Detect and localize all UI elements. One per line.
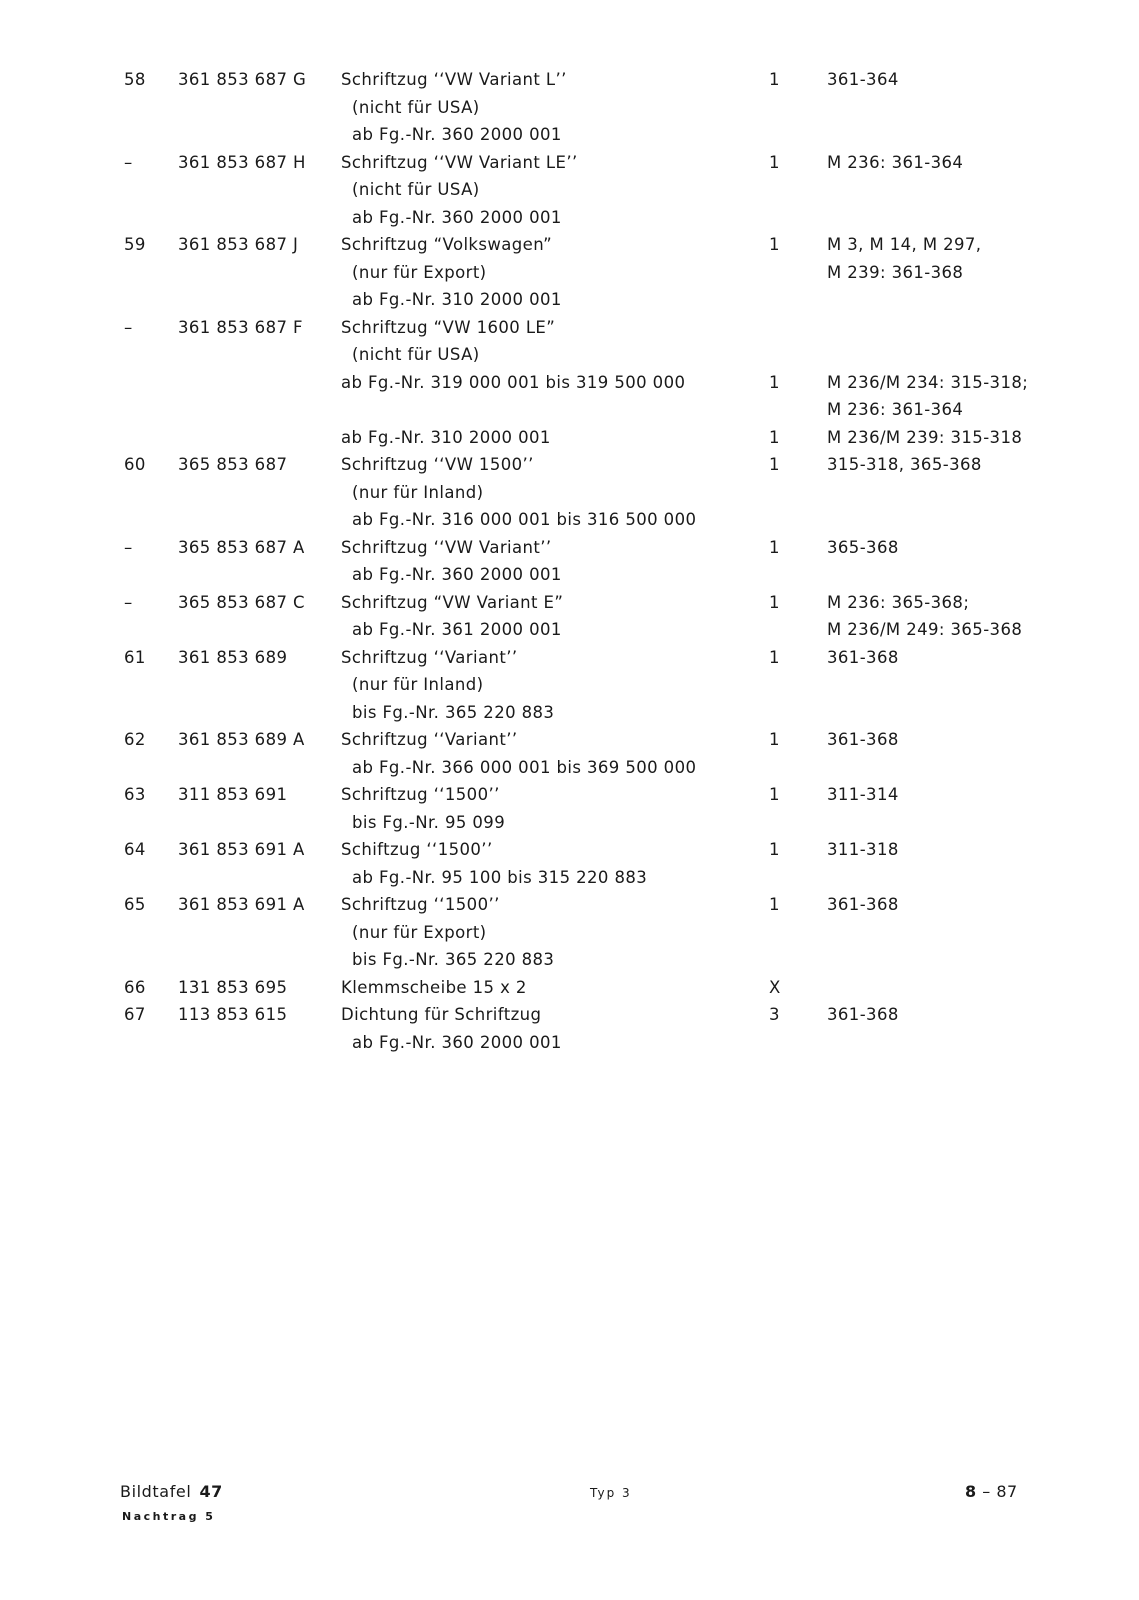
parts-row [0,974,1139,1002]
description: Schriftzug “VW 1600 LE” [341,317,556,337]
row-line [0,946,1139,974]
quantity: 1 [769,70,780,89]
row-line [0,864,1139,892]
description: Klemmscheibe 15 x 2 [341,977,527,997]
row-line [0,589,1139,617]
row-line [0,1001,1139,1029]
description-detail: ab Fg.-Nr. 360 2000 001 [352,207,562,227]
quantity: 1 [769,235,780,254]
part-number: 361 853 691 A [178,895,305,914]
part-number: 361 853 687 F [178,317,303,337]
description-detail: (nur für Export) [352,922,487,942]
part-number: 365 853 687 C [178,592,305,612]
description: Schriftzug ‘‘1500’’ [341,785,500,804]
description: ab Fg.-Nr. 319 000 001 bis 319 500 000 [341,372,686,392]
row-line [0,149,1139,177]
parts-row [0,369,1139,424]
description-detail: (nicht für USA) [352,345,480,364]
part-number: 365 853 687 [178,455,288,474]
part-number: 131 853 695 [178,977,288,997]
parts-row [0,781,1139,836]
row-line [0,809,1139,837]
row-line [0,561,1139,589]
row-line [0,699,1139,727]
quantity: 1 [769,537,780,557]
row-line [0,396,1139,424]
description: Schriftzug ‘‘VW Variant L’’ [341,70,567,89]
row-line [0,94,1139,122]
quantity: 1 [769,895,780,914]
row-line [0,974,1139,1002]
remark: 365-368 [827,537,899,557]
position-number: – [124,537,133,557]
vehicle-type: Typ 3 [590,1486,632,1500]
row-line [0,424,1139,452]
part-number: 361 853 691 A [178,840,305,859]
description-detail: (nur für Export) [352,262,487,282]
parts-row [0,1001,1139,1056]
parts-row [0,314,1139,369]
parts-row [0,644,1139,727]
row-line [0,204,1139,232]
description-detail: ab Fg.-Nr. 95 100 bis 315 220 883 [352,867,648,887]
quantity: 1 [769,592,780,612]
position-number: 66 [124,977,146,997]
position-number: – [124,592,133,612]
plate-number: 47 [199,1482,223,1501]
remark: M 3, M 14, M 297, [827,235,982,254]
row-line [0,836,1139,864]
remark: M 236: 361-364 [827,152,964,172]
remark: M 236/M 234: 315-318; [827,372,1029,392]
description-detail: bis Fg.-Nr. 365 220 883 [352,950,555,969]
parts-row [0,424,1139,452]
row-line [0,314,1139,342]
position-number: – [124,152,133,172]
part-number: 361 853 687 J [178,235,299,254]
row-line [0,66,1139,94]
remark: 361-368 [827,730,899,749]
part-number: 361 853 689 [178,647,288,667]
description-detail: (nicht für USA) [352,97,480,117]
part-number: 311 853 691 [178,785,288,804]
plate-label: Bildtafel [120,1482,192,1501]
row-line [0,781,1139,809]
position-number: 65 [124,895,146,914]
row-line [0,231,1139,259]
description: Schiftzug ‘‘1500’’ [341,840,493,859]
page-footer [0,1482,1139,1562]
parts-row [0,534,1139,589]
quantity: 1 [769,455,780,474]
description: ab Fg.-Nr. 310 2000 001 [341,427,551,447]
remark: M 236/M 239: 315-318 [827,427,1023,447]
row-line [0,259,1139,287]
parts-row [0,451,1139,534]
row-line [0,671,1139,699]
parts-row [0,891,1139,974]
quantity: 3 [769,1005,780,1024]
quantity: X [769,977,781,997]
remark: 361-368 [827,1005,899,1024]
remark: M 236/M 249: 365-368 [827,620,1023,639]
quantity: 1 [769,730,780,749]
description: Schriftzug ‘‘VW 1500’’ [341,455,534,474]
description-detail: ab Fg.-Nr. 360 2000 001 [352,125,562,144]
parts-row [0,836,1139,891]
parts-list [0,66,1139,1056]
position-number: 63 [124,785,146,804]
row-line [0,1029,1139,1057]
page-section: 8 [965,1482,977,1501]
part-number: 361 853 687 G [178,70,307,89]
row-line [0,506,1139,534]
description-detail: ab Fg.-Nr. 366 000 001 bis 369 500 000 [352,757,697,777]
position-number: 60 [124,455,146,474]
parts-row [0,726,1139,781]
description-detail: bis Fg.-Nr. 365 220 883 [352,702,555,722]
remark: 311-314 [827,785,899,804]
description: Schriftzug “Volkswagen” [341,235,553,254]
part-number: 361 853 689 A [178,730,305,749]
parts-row [0,231,1139,314]
description-detail: ab Fg.-Nr. 360 2000 001 [352,1032,562,1052]
row-line [0,176,1139,204]
row-line [0,644,1139,672]
remark: 315-318, 365-368 [827,455,982,474]
remark: M 236: 361-364 [827,400,964,419]
description-detail: bis Fg.-Nr. 95 099 [352,812,506,832]
row-line [0,341,1139,369]
position-number: 62 [124,730,146,749]
row-line [0,534,1139,562]
description-detail: ab Fg.-Nr. 360 2000 001 [352,565,562,584]
part-number: 361 853 687 H [178,152,306,172]
description-detail: ab Fg.-Nr. 310 2000 001 [352,290,562,309]
quantity: 1 [769,840,780,859]
position-number: 67 [124,1005,146,1024]
quantity: 1 [769,372,780,392]
parts-row [0,66,1139,149]
row-line [0,919,1139,947]
description: Dichtung für Schriftzug [341,1005,542,1024]
row-line [0,369,1139,397]
description-detail: ab Fg.-Nr. 361 2000 001 [352,620,562,639]
row-line [0,121,1139,149]
description: Schriftzug ‘‘Variant’’ [341,730,518,749]
parts-row [0,149,1139,232]
row-line [0,286,1139,314]
quantity: 1 [769,152,780,172]
row-line [0,754,1139,782]
description: Schriftzug ‘‘VW Variant LE’’ [341,152,578,172]
remark: 361-368 [827,895,899,914]
part-number: 113 853 615 [178,1005,288,1024]
description-detail: (nur für Inland) [352,482,484,502]
position-number: 58 [124,70,146,89]
remark: 361-364 [827,70,899,89]
part-number: 365 853 687 A [178,537,305,557]
description-detail: ab Fg.-Nr. 316 000 001 bis 316 500 000 [352,510,697,529]
remark: 311-318 [827,840,899,859]
position-number: 59 [124,235,146,254]
position-number: 64 [124,840,146,859]
plate-reference [120,1482,223,1501]
description: Schriftzug ‘‘1500’’ [341,895,500,914]
description-detail: (nur für Inland) [352,675,484,694]
description: Schriftzug ‘‘Variant’’ [341,647,518,667]
quantity: 1 [769,427,780,447]
position-number: – [124,317,133,337]
remark: M 239: 361-368 [827,262,964,282]
quantity: 1 [769,785,780,804]
remark: M 236: 365-368; [827,592,970,612]
page-number [965,1482,1018,1501]
description-detail: (nicht für USA) [352,180,480,199]
row-line [0,479,1139,507]
supplement-label: Nachtrag 5 [122,1510,216,1523]
parts-row [0,589,1139,644]
remark: 361-368 [827,647,899,667]
quantity: 1 [769,647,780,667]
row-line [0,616,1139,644]
position-number: 61 [124,647,146,667]
row-line [0,451,1139,479]
row-line [0,726,1139,754]
row-line [0,891,1139,919]
description: Schriftzug ‘‘VW Variant’’ [341,537,552,557]
page-rest: – 87 [976,1482,1018,1501]
description: Schriftzug “VW Variant E” [341,592,564,612]
